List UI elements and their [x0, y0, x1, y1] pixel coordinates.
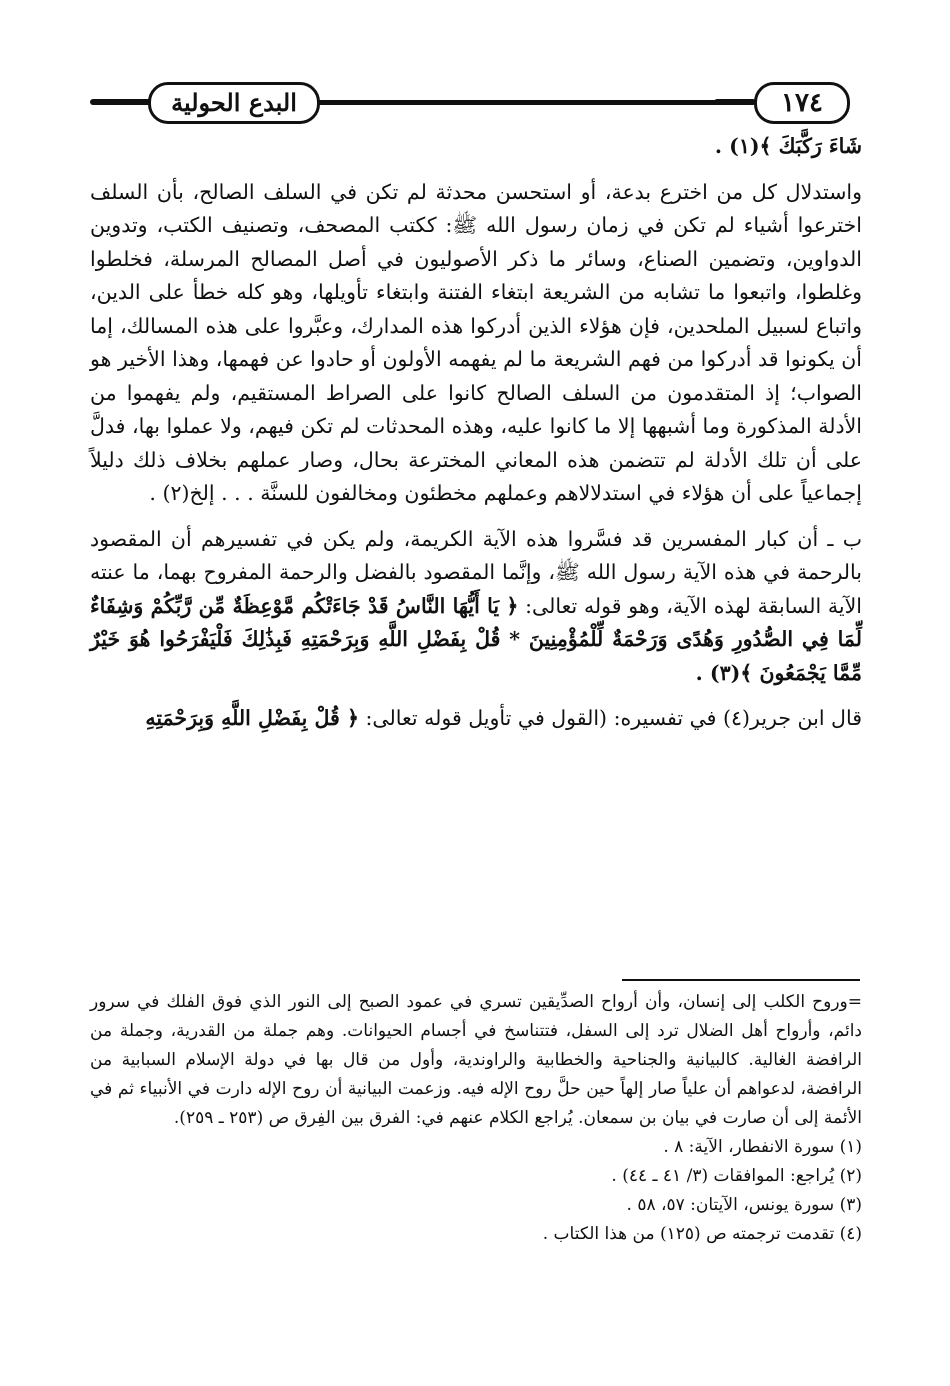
- paragraph-1: واستدلال كل من اخترع بدعة، أو استحسن محدثة لم تكن في السلف الصالح، بأن السلف اخترعوا أشياء لم تكن في زمان رسول الله ﷺ: ككتب المصحف، وتصنيف الكتب، وتدوين الدواوين، وتضمين الصناع، وسائر ما ذكر الأصوليون في أصل المصالح المرسلة، فخلطوا وغلطوا، واتبعوا ما تشابه من الشريعة ابتغاء الفتنة وابتغاء تأويلها، وهو كله خطأ على الدين، واتباع لسبيل الملحدين، فإن هؤلاء الذين أدركوا هذه المدارك، وعبَّروا على هذه المسالك، إما أن يكونوا قد أدركوا من فهم الشريعة ما لم يفهمه الأولون أو حادوا عن فهمها، وهذا الأخير هو الصواب؛ إذ المتقدمون من السلف الصالح كانوا على الصراط المستقيم، ولم يفهموا من الأدلة المذكورة وما أشبهها إلا ما كانوا عليه، وهذه المحدثات لم تكن فيهم، ولا عملوا بها، فدلَّ على أن تلك الأدلة لم تتضمن هذه المعاني المخترعة بحال، وصار عملهم بخلاف ذلك دليلاً إجماعياً على أن هؤلاء في استدلالاهم وعملهم مخطئون ومخالفون للسنَّة . . . إلخ(٢) .: [90, 179, 862, 505]
- footnote-1: (١) سورة الانفطار، الآية: ٨ .: [663, 1137, 862, 1157]
- footnote-4: (٤) تقدمت ترجمته ص (١٢٥) من هذا الكتاب .: [542, 1224, 862, 1244]
- main-text: [90, 130, 862, 736]
- footnote-separator: [622, 979, 860, 981]
- paragraph-3: [90, 702, 862, 736]
- footnote-continuation: =وروح الكلب إلى إنسان، وأن أرواح الصدِّيقين تسري في عمود الصبح إلى النور الذي فوق الفلك في سرور دائم، وأرواح أهل الضلال ترد إلى السفل، فتتناسخ في أجسام الحيوانات. وهم جملة من القدرية، وجملة من الرافضة الغالية. كالبيانية والجناحية والخطابية والراوندية، وأول من قال بها في دولة الإسلام السبابية من الرافضة، لدعواهم أن علياً صار إلهاً حين حلَّ روح الإله فيه. وزعمت البيانية أن روح الإله دارت في الأنبياء ثم في الأئمة إلى أن صارت في بيان بن سمعان. يُراجع الكلام عنهم في: الفرق بين الفِرق ص (٢٥٣ ـ ٢٥٩).: [90, 992, 862, 1128]
- header-rule-middle: [310, 100, 750, 105]
- running-title: البدع الحولية: [148, 82, 320, 124]
- page-number: ١٧٤: [754, 82, 850, 124]
- footnote-3: (٣) سورة يونس، الآيتان: ٥٧، ٥٨ .: [626, 1195, 862, 1215]
- paragraph-2: [90, 523, 862, 691]
- quran-verse-2: ﴿ قُلْ بِفَضْلِ اللَّهِ وَبِرَحْمَتِهِ: [145, 706, 359, 730]
- footnote-2: (٢) يُراجع: الموافقات (٣/ ٤١ ـ ٤٤) .: [611, 1166, 862, 1186]
- quran-verse: ﴿ يَا أَيُّهَا النَّاسُ قَدْ جَاءَتْكُم مَّوْعِظَةٌ مِّن رَّبِّكُمْ وَشِفَاءٌ لِّمَا فِي الصُّدُورِ وَهُدًى وَرَحْمَةٌ لِّلْمُؤْمِنِينَ * قُلْ بِفَضْلِ اللَّهِ وَبِرَحْمَتِهِ فَبِذَٰلِكَ فَلْيَفْرَحُوا هُوَ خَيْرٌ مِّمَّا يَجْمَعُونَ ﴾(٣) .: [90, 593, 862, 685]
- page-header: [90, 80, 850, 124]
- paragraph-2-text: ب ـ أن كبار المفسرين قد فسَّروا هذه الآية الكريمة، ولم يكن في تفسيرهم أن المقصود بالرحمة في هذه الآية رسول الله ﷺ، وإنَّما المقصود بالفضل والرحمة المفروح بهما، ما عنته الآية السابقة لهذه الآية، وهو قوله تعالى:: [90, 526, 862, 618]
- paragraph-3-text: قال ابن جرير(٤) في تفسيره: (القول في تأويل قوله تعالى:: [365, 706, 862, 730]
- verse-continuation: شَاءَ رَكَّبَكَ ﴾(١) .: [714, 134, 862, 158]
- footnotes: [90, 988, 862, 1249]
